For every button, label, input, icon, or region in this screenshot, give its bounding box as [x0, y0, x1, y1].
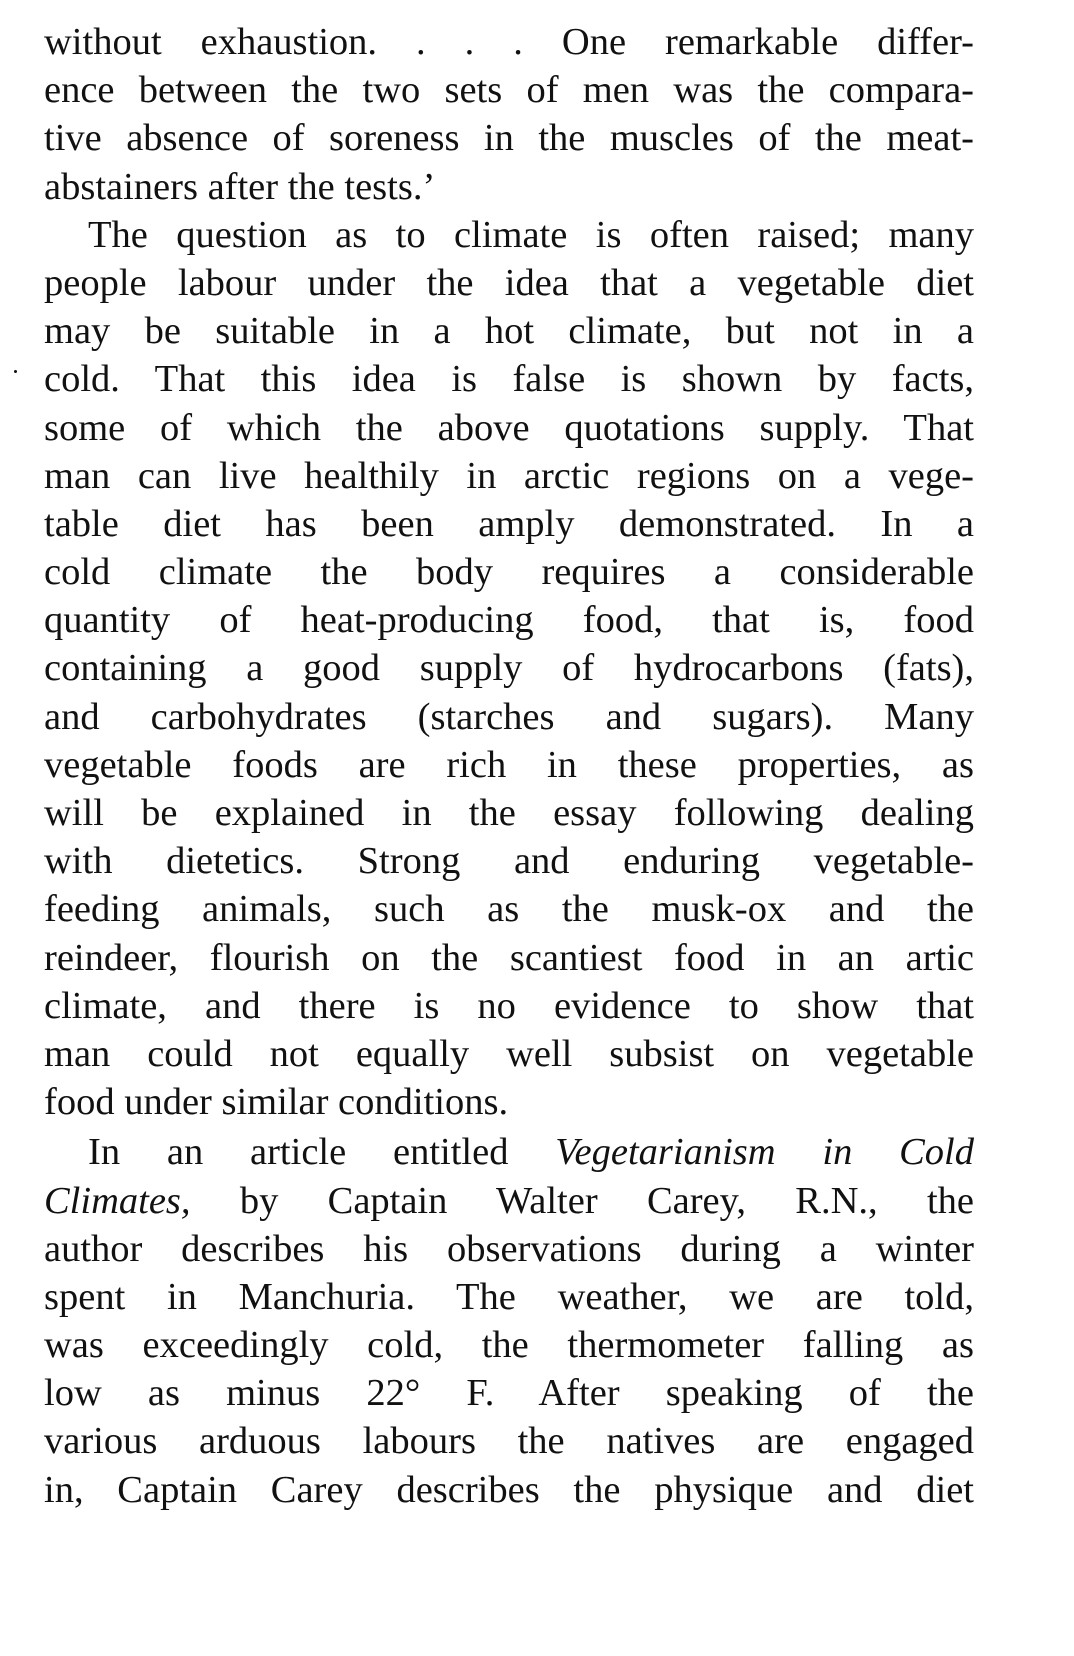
text-line: cold climate the body requires a considerable: [44, 551, 974, 594]
text-line: quantity of heat-producing food, that is, food: [44, 599, 974, 642]
text-segment: by Captain Walter Carey, R.N., the: [190, 1179, 974, 1222]
text-line: [44, 1128, 974, 1176]
text-line: [44, 1177, 974, 1225]
text-segment: In an article entitled: [88, 1131, 556, 1174]
book-page: [44, 18, 974, 1514]
text-line: table diet has been amply demonstrated. In a: [44, 502, 974, 545]
text-line: climate, and there is no evidence to show that: [44, 984, 974, 1027]
text-line: abstainers after the tests.’: [44, 165, 436, 208]
text-line: man can live healthily in arctic regions on a vege-: [44, 454, 974, 497]
margin-speck: [14, 370, 17, 373]
text-line: feeding animals, such as the musk-ox and the: [44, 888, 974, 931]
text-line: author describes his observations during a winter: [44, 1227, 974, 1270]
text-line: and carbohydrates (starches and sugars). Many: [44, 695, 974, 738]
paragraph-1: [44, 18, 974, 211]
text-line: in, Captain Carey describes the physique and diet: [44, 1468, 974, 1511]
text-line: vegetable foods are rich in these properties, as: [44, 743, 974, 786]
article-title-italic: Vegetarianism in Cold: [555, 1131, 975, 1174]
text-line: reindeer, flourish on the scantiest food in an artic: [44, 936, 974, 979]
text-line: containing a good supply of hydrocarbons (fats),: [44, 647, 974, 690]
paragraph-3: [44, 1128, 974, 1514]
text-line: some of which the above quotations supply. That: [44, 406, 974, 449]
article-title-italic: Climates,: [44, 1179, 191, 1222]
text-line: food under similar conditions.: [44, 1081, 509, 1124]
text-line: various arduous labours the natives are engaged: [44, 1420, 974, 1463]
text-line: may be suitable in a hot climate, but not in a: [44, 310, 974, 353]
text-line: cold. That this idea is false is shown by facts,: [44, 358, 974, 401]
text-line: low as minus 22° F. After speaking of the: [44, 1372, 974, 1415]
text-line: will be explained in the essay following dealing: [44, 792, 974, 834]
text-line: man could not equally well subsist on vegetable: [44, 1032, 974, 1075]
text-line: The question as to climate is often raised; many: [88, 213, 974, 256]
text-line: with dietetics. Strong and enduring vegetable-: [44, 840, 974, 883]
text-line: without exhaustion. . . . One remarkable differ-: [44, 21, 974, 63]
text-line: people labour under the idea that a vegetable diet: [44, 261, 974, 304]
text-line: was exceedingly cold, the thermometer falling as: [44, 1324, 974, 1367]
text-line: ence between the two sets of men was the compara-: [44, 69, 974, 112]
paragraph-2: [44, 211, 974, 1127]
text-line: spent in Manchuria. The weather, we are told,: [44, 1275, 974, 1318]
text-line: tive absence of soreness in the muscles of the meat-: [44, 117, 974, 160]
